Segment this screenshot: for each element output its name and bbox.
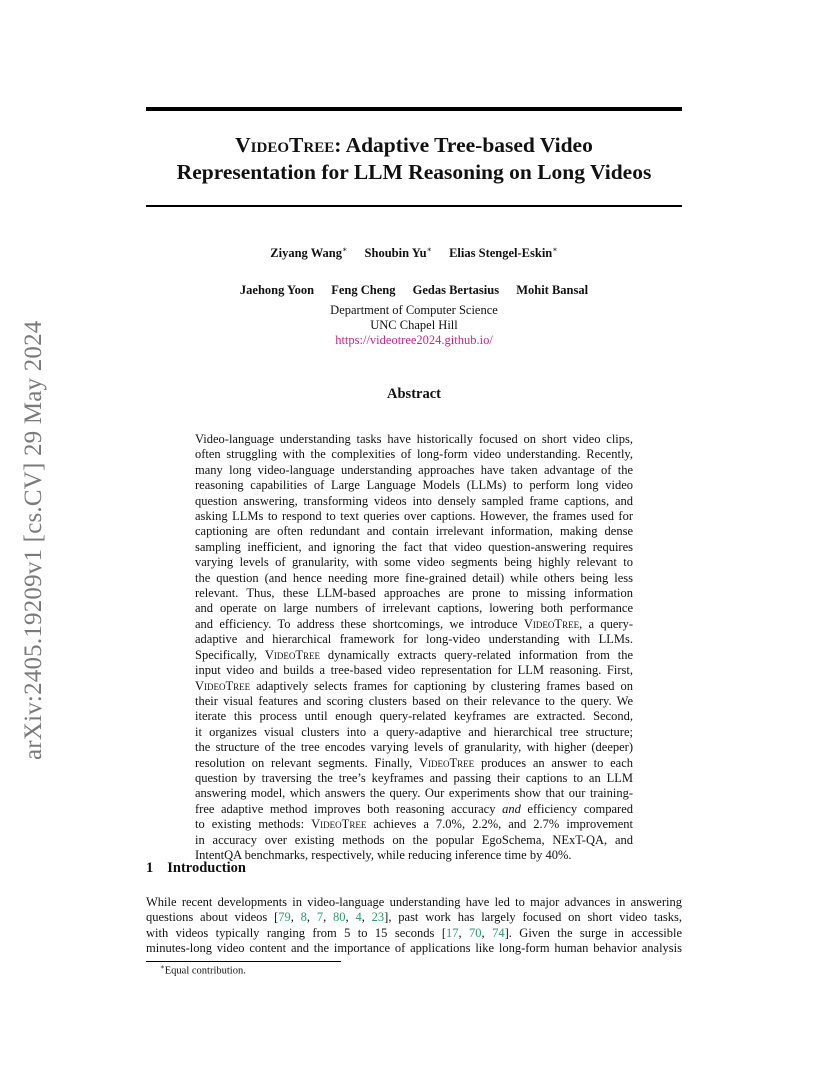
abstract-line: varying levels of granularity, with some video segments being highly relevant to [195, 555, 633, 570]
intro-line: with videos typically ranging from 5 to 15 seconds [17, 70, 74]. Given the surge in accessible [146, 925, 682, 940]
paper-title [146, 132, 682, 186]
introduction-body [146, 895, 682, 957]
abstract-line: asking LLMs to respond to text queries over captions. However, the frames used for [195, 509, 633, 524]
title-top-rule [146, 107, 682, 111]
abstract-line: question by traversing the tree’s keyframes and passing their captions to an LLM [195, 770, 633, 785]
author: Elias Stengel-Eskin∗ [449, 245, 558, 261]
author: Gedas Bertasius [412, 283, 500, 297]
abstract-body [195, 432, 633, 863]
abstract-line: captioning are often redundant and contain irrelevant information, making dense [195, 524, 633, 539]
abstract-line: their visual features and scoring clusters based on their relevance to the query. We [195, 693, 633, 708]
author: Ziyang Wang∗ [270, 245, 348, 261]
authors-row-1 [146, 245, 682, 261]
section-number: 1 [146, 860, 154, 876]
footnote-rule [146, 961, 341, 962]
abstract-line: VideoTree adaptively selects frames for captioning by clustering frames based on [195, 678, 633, 693]
abstract-line: relevant. Thus, these LLM-based approaches are prone to missing information [195, 586, 633, 601]
footnote-mark: ∗ [160, 963, 165, 971]
abstract-line: the question (and hence needing more fine-grained detail) while others being less [195, 570, 633, 585]
title-line-1-rest: : Adaptive Tree-based Video [334, 133, 593, 157]
affiliation-university: UNC Chapel Hill [370, 318, 458, 332]
abstract-line: sampling inefficient, and ignoring the fact that video question-answering requires [195, 539, 633, 554]
title-bottom-rule [146, 205, 682, 207]
author: Mohit Bansal [516, 283, 589, 297]
abstract-line: resolution on relevant segments. Finally, VideoTree produces an answer to each [195, 755, 633, 770]
author: Jaehong Yoon [239, 283, 315, 297]
abstract-line: answering model, which answers the query. Our experiments show that our training- [195, 786, 633, 801]
title-videotree: VideoTree [235, 133, 335, 157]
abstract-line: IntentQA benchmarks, respectively, while reducing inference time by 40%. [195, 847, 572, 862]
intro-line: questions about videos [79, 8, 7, 80, 4, 23], past work has largely focused on short video tasks, [146, 910, 682, 925]
affiliation-department: Department of Computer Science [330, 303, 498, 317]
section-title: Introduction [167, 860, 246, 876]
arxiv-identifier: arXiv:2405.19209v1 [cs.CV] 29 May 2024 [20, 320, 47, 760]
abstract-line: question answering, transforming videos into densely sampled frame captions, and [195, 493, 633, 508]
author: Shoubin Yu∗ [364, 245, 432, 261]
title-line-1 [146, 132, 682, 159]
abstract-line: to existing methods: VideoTree achieves a 7.0%, 2.2%, and 2.7% improvement [195, 817, 633, 832]
title-line-2: Representation for LLM Reasoning on Long Videos [176, 160, 652, 184]
abstract-heading: Abstract [387, 386, 441, 402]
author: Feng Cheng [331, 283, 396, 297]
abstract-line: the structure of the tree encodes varying levels of granularity, with higher (deeper) [195, 740, 633, 755]
footnote [160, 963, 246, 977]
abstract-line: iterate this process until enough query-related keyframes are extracted. Second, [195, 709, 633, 724]
abstract-line: input video and builds a tree-based video representation for LLM reasoning. First, [195, 663, 633, 678]
abstract-line: Specifically, VideoTree dynamically extracts query-related information from the [195, 647, 633, 662]
affiliation [146, 303, 682, 348]
abstract-line: it organizes visual clusters into a query-adaptive and hierarchical tree structure; [195, 724, 633, 739]
section-heading-introduction [146, 860, 246, 877]
abstract-line: Video-language understanding tasks have historically focused on short video clips, [195, 432, 633, 446]
abstract-line: often struggling with the complexities of long-form video understanding. Recently, [195, 447, 633, 462]
authors-row-2 [146, 283, 682, 298]
intro-line: minutes-long video content and the importance of applications like long-form human behavior analysis [146, 941, 682, 956]
project-url-link[interactable]: https://videotree2024.github.io/ [335, 333, 493, 347]
footnote-text: Equal contribution. [164, 965, 246, 977]
abstract-line: free adaptive method improves both reasoning accuracy and efficiency compared [195, 801, 633, 816]
abstract-line: reasoning capabilities of Large Language Models (LLMs) to perform long video [195, 478, 633, 493]
abstract-line: and operate on large numbers of irrelevant captions, lowering both performance [195, 601, 633, 616]
abstract-line: and efficiency. To address these shortcomings, we introduce VideoTree, a query- [195, 616, 634, 631]
abstract-line: many long video-language understanding approaches have taken advantage of the [195, 462, 633, 477]
abstract-line: in accuracy over existing methods on the popular EgoSchema, NExT-QA, and [195, 832, 633, 847]
intro-line: While recent developments in video-language understanding have led to major advances in answering [146, 895, 682, 909]
abstract-line: adaptive and hierarchical framework for long-video understanding with LLMs. [195, 632, 633, 647]
